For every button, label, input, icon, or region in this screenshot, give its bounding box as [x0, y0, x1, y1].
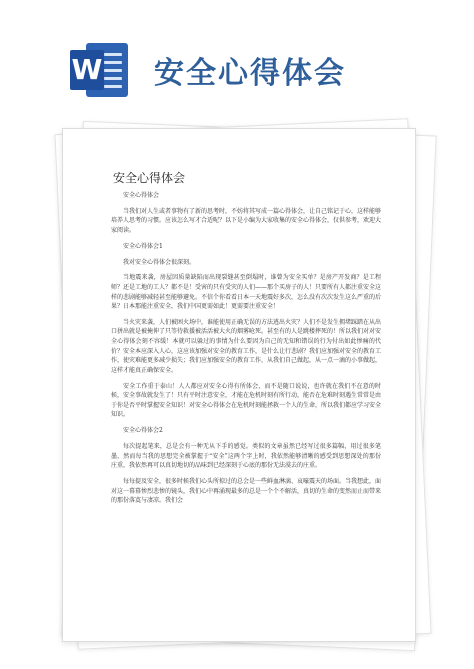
- body-paragraph: 安全工作重于泰山！人人都应对安全心得有所体会，而不是随口说说，也许就在我们不在意的时候，安全事故就发生了！只有平时注意安全，才能在危机时刻有所行动，能否在危难时刻遇生常常是由于你是否平时掌握安全知识！对安全心得体会在危机时刻能拯救一个人的生命，所以我们都应学习安全知识。: [111, 382, 382, 419]
- page-title: 安全心得体会: [154, 56, 346, 91]
- section-heading: 安全心得体会1: [123, 242, 163, 250]
- word-icon-letter: W: [70, 50, 104, 90]
- header: [0, 0, 474, 130]
- document-body: [111, 191, 381, 512]
- word-document-icon: [66, 38, 130, 102]
- document-page: [62, 128, 416, 642]
- body-paragraph: 每次提起笔来，总是会有一种无从下手的感觉。类似的文章虽然已经写过很多篇幅，用过很多笔墨，然而每当我的思想完全被掌握于“安全”这两个字上时，我依然能够清晰的感受到思想深处的那份庄重，我依然再可以真切地切的品味到已经深刻于心底的那份无法漠去的庄重。: [111, 442, 381, 470]
- section-heading: 安全心得体会2: [123, 427, 163, 435]
- body-paragraph: 我对安全心得体会很深刻。: [123, 258, 196, 266]
- document-title: 安全心得体会: [113, 171, 186, 185]
- body-paragraph: 当火灾来袭，人们被困火场中，谁能使用正确无误的方法逃出火灾？人们不是发生拥堵踩踏在从出口拼出就是被掩伸了只等待救援被活活被大火的烟雾呛死。甚至有的人是跳楼摔死的！所以我们对对安全心得体会刻不容缓！本就可以躲过的事情为什么要因为自己的无知和错误的行为付出如此惨痛的代价？安全本应深入人心，这应该加强对安全的教育工作，是什么让行悲剧？我们应加强对安全的教育工作，使灾难能更多减少损失；我们应加强安全的教育工作，从我们自己做起，从一点一滴的小事做起，这样才能真正确保安全。: [111, 318, 382, 374]
- body-paragraph: 每每提及安全，很多时候我们心头所掠过的总会是一些鲜血淋漓、哀嚎震天的场面。当我想此，面对这一幕幕惨烈悲惨的镜头，我们心中再涌现最多的总是一个个不解活，真切的生命的变然而止而带来的那份落寞与凄凉。我们会: [111, 477, 382, 505]
- body-paragraph: 当我们对人生或者事物有了新的思考时，不妨将其写成一篇心得体会，让自己铭记于心，这样能够培养人思考的习惯。应该怎么写才合适呢？以下是小编为大家收集的安全心得体会，仅供参考，欢迎大家阅读。: [111, 207, 382, 234]
- section-heading: 安全心得体会: [123, 192, 160, 199]
- body-paragraph: 当地震来袭，房屋因质量缺陷而出现裂缝甚至倒塌时，谁曾为安全买单？是房产开发商？是工程师？还是工地的工人？都不是！受害的只有受灾的人们——那个买房子的人！只要所有人都注重安全这样的悲剧能够减轻甚至能够避免。不信个你看看日本一天地震好多次，怎么没有次次发生这么严重的后果？日本那能注重安全，我们中国更需如此！更需要注重安全！: [111, 274, 382, 311]
